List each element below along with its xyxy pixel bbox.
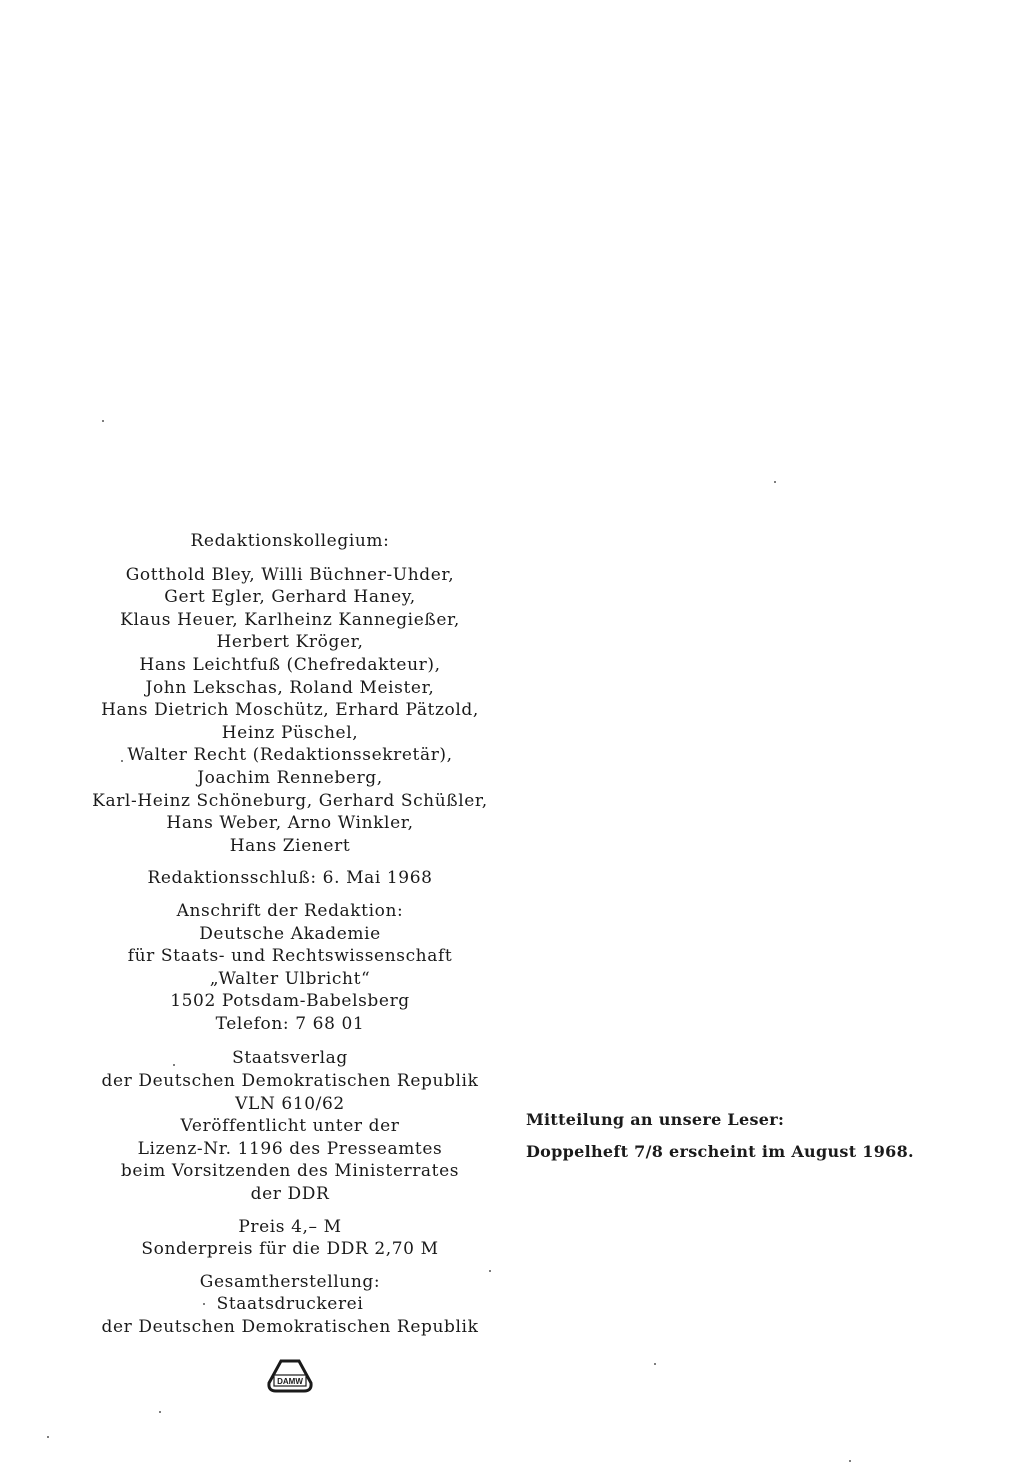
address-line: 1502 Potsdam-Babelsberg: [170, 991, 410, 1012]
address-section: [80, 900, 500, 1036]
paper-speck: [173, 1064, 175, 1066]
board-member-line: Hans Leichtfuß (Chefredakteur),: [139, 654, 441, 675]
board-member-line: John Lekschas, Roland Meister,: [145, 677, 435, 698]
printer-heading: Gesamtherstellung:: [199, 1271, 381, 1292]
board-member-line: Heinz Püschel,: [221, 722, 359, 743]
board-member-line: Gert Egler, Gerhard Haney,: [164, 587, 416, 608]
publisher-line: Lizenz-Nr. 1196 des Presseamtes: [137, 1138, 443, 1159]
paper-speck: [121, 760, 123, 762]
editorial-board-section: [80, 530, 500, 857]
paper-speck: [489, 1270, 491, 1272]
board-member-line: Hans Dietrich Moschütz, Erhard Pätzold,: [101, 700, 479, 721]
board-member-line: Gotthold Bley, Willi Büchner-Uhder,: [125, 564, 455, 585]
imprint-column: [80, 530, 500, 1339]
board-member-line: Hans Zienert: [229, 835, 351, 856]
printer-line: der Deutschen Demokratischen Republik: [101, 1317, 479, 1337]
editorial-deadline: Redaktionsschluß: 6. Mai 1968: [147, 868, 433, 889]
address-line: für Staats- und Rechtswissenschaft: [127, 946, 453, 967]
publisher-line: der DDR: [250, 1184, 330, 1205]
damw-quality-mark-svg: [265, 1356, 315, 1396]
board-member-line: Hans Weber, Arno Winkler,: [166, 813, 414, 834]
paper-speck: [654, 1363, 656, 1365]
board-member-line: Joachim Renneberg,: [197, 767, 383, 788]
address-phone: Telefon: 7 68 01: [215, 1013, 365, 1034]
reader-notice-text: Doppelheft 7/8 erscheint im August 1968.: [526, 1142, 914, 1161]
paper-speck: [203, 1303, 205, 1305]
damw-mark-label: DAMW: [277, 1377, 303, 1386]
address-line: Deutsche Akademie: [199, 923, 381, 944]
paper-speck: [849, 1460, 851, 1462]
deadline-section: [80, 867, 500, 890]
paper-speck: [159, 1411, 161, 1413]
reader-notice-heading: Mitteilung an unsere Leser:: [526, 1110, 785, 1129]
address-heading: Anschrift der Redaktion:: [176, 900, 404, 921]
price-section: [80, 1216, 500, 1261]
paper-speck: [47, 1436, 49, 1438]
price-line: Sonderpreis für die DDR 2,70 M: [141, 1239, 439, 1260]
paper-speck: [774, 481, 776, 483]
publisher-line: Veröffentlicht unter der: [180, 1116, 400, 1137]
board-member-line: Herbert Kröger,: [216, 632, 364, 653]
publisher-line: beim Vorsitzenden des Ministerrates: [120, 1161, 460, 1182]
price-line: Preis 4,– M: [238, 1216, 342, 1237]
board-member-line: Karl-Heinz Schöneburg, Gerhard Schüßler,: [92, 790, 488, 811]
printer-section: [80, 1271, 500, 1339]
printer-line: Staatsdruckerei: [216, 1294, 364, 1315]
reader-notice: [526, 1106, 966, 1166]
publisher-line: Staatsverlag: [232, 1048, 348, 1069]
board-member-line: Klaus Heuer, Karlheinz Kannegießer,: [120, 609, 460, 630]
publisher-line: der Deutschen Demokratischen Republik: [101, 1071, 479, 1092]
paper-speck: [102, 420, 104, 422]
editorial-board-heading: Redaktionskollegium:: [190, 531, 390, 551]
publisher-line: VLN 610/62: [235, 1093, 345, 1114]
editorial-board-members: [80, 564, 500, 858]
damw-quality-mark-icon: [265, 1356, 315, 1396]
publisher-section: [80, 1047, 500, 1205]
address-line: „Walter Ulbricht“: [209, 968, 371, 989]
board-member-line: Walter Recht (Redaktionssekretär),: [127, 745, 453, 766]
